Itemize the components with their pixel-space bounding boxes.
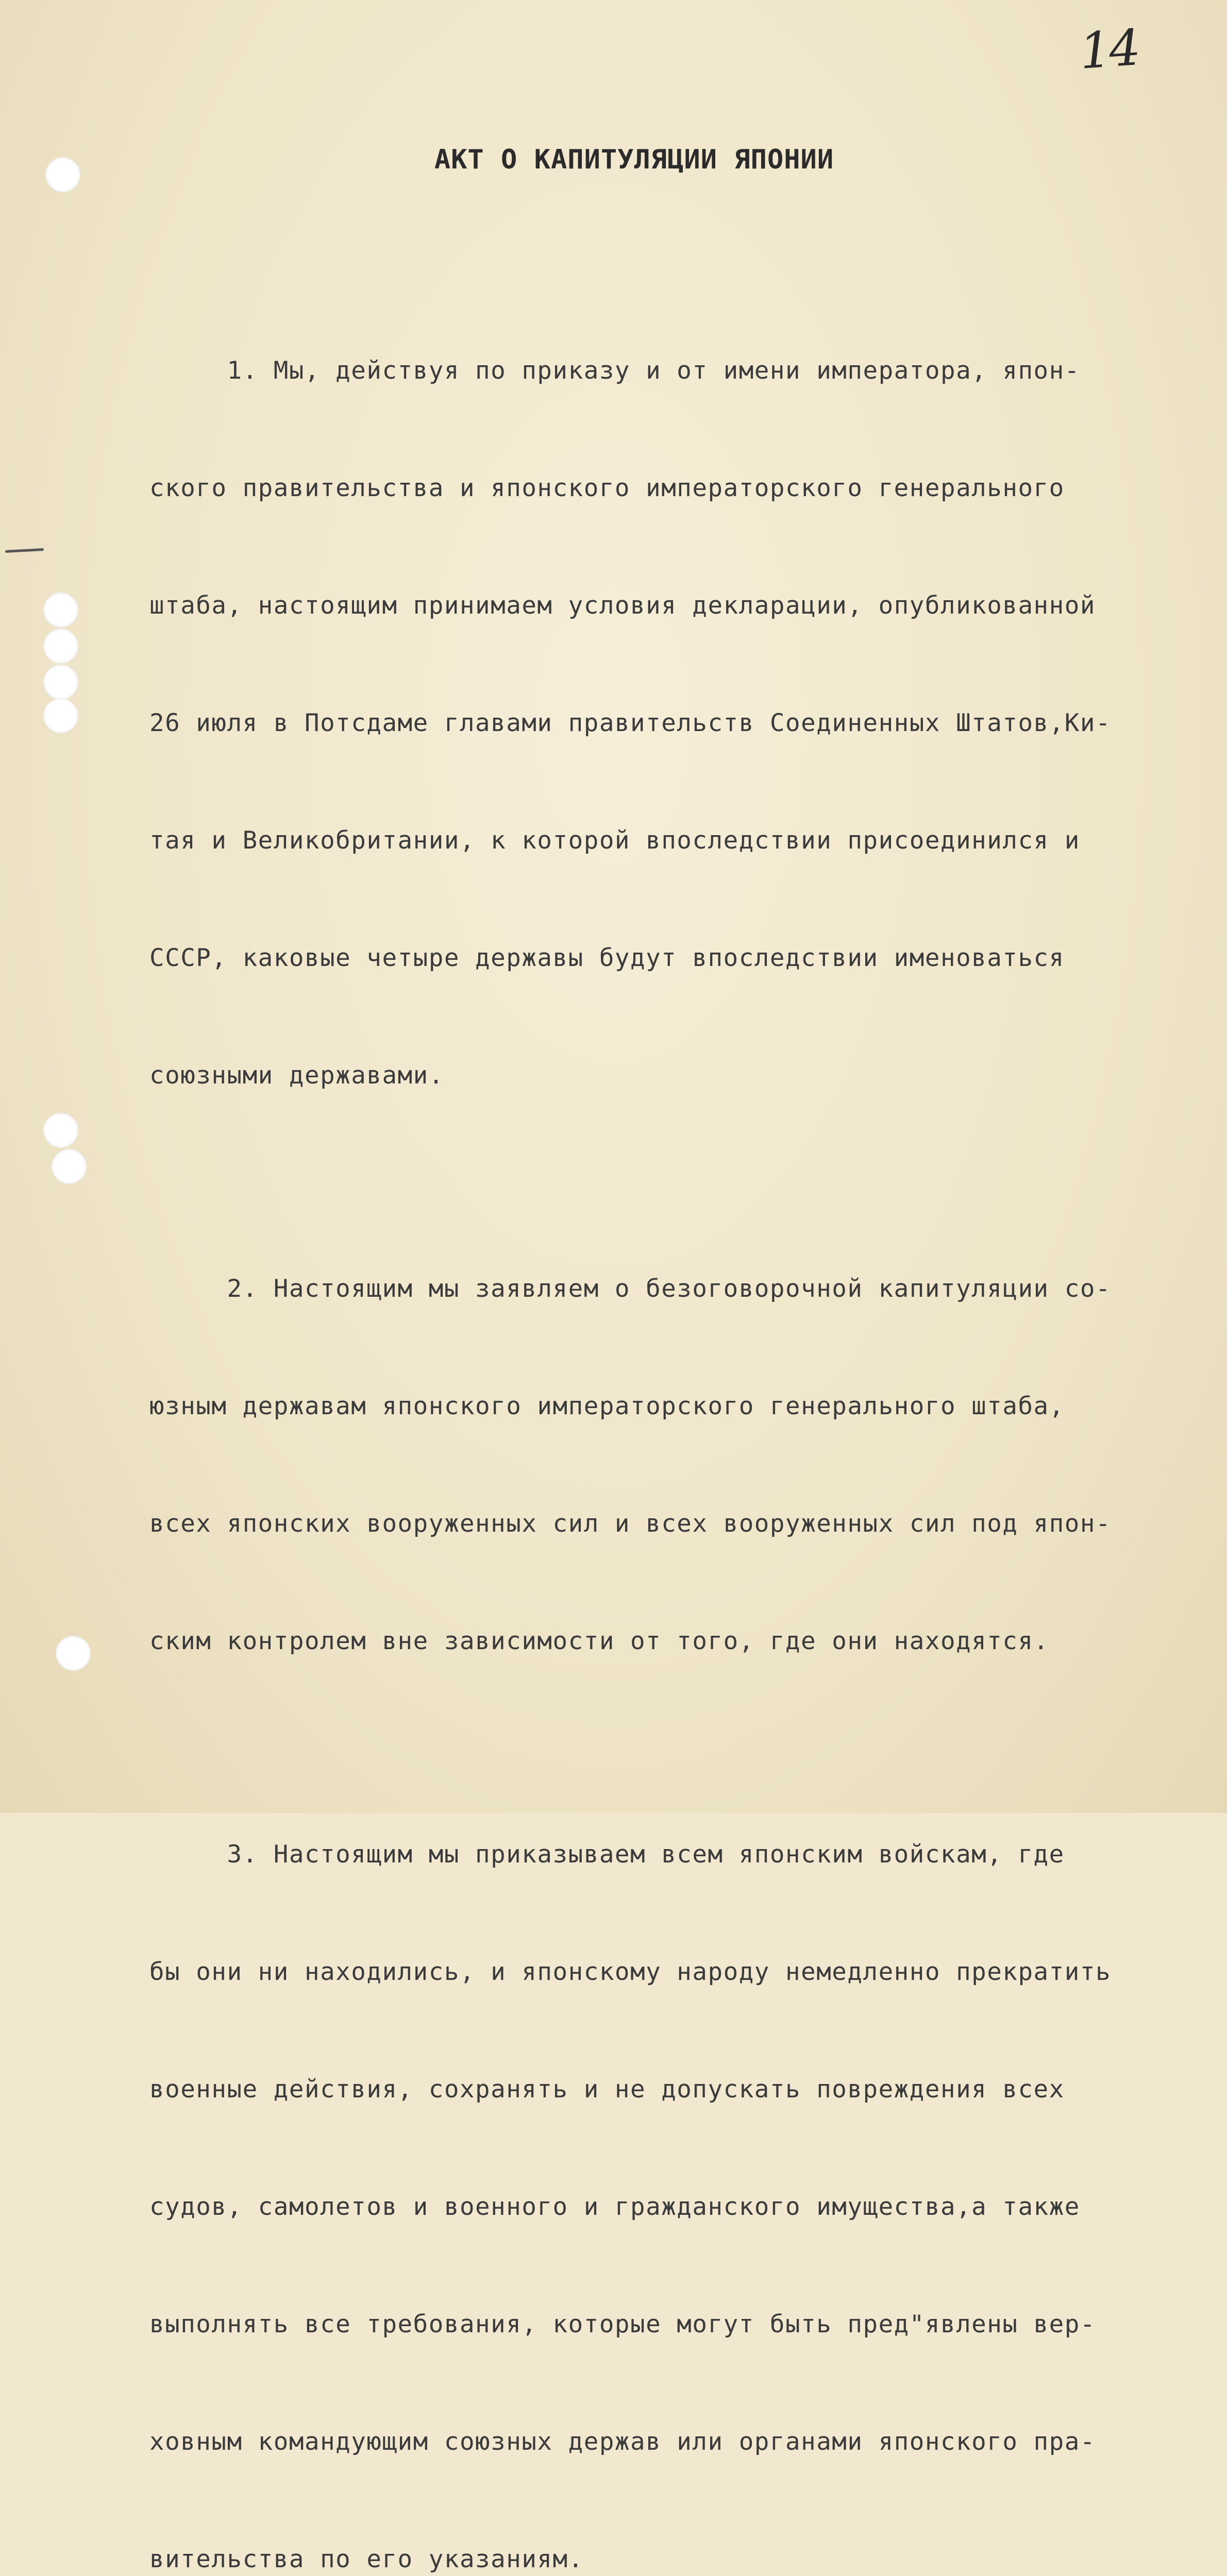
- text-line: союзными державами.: [149, 1061, 444, 1090]
- text-line: бы они ни находились, и японскому народу немедленно прекратить: [149, 1958, 1112, 1986]
- text-line: ховным командующим союзных держав или органами японского пра-: [149, 2428, 1096, 2456]
- text-line: 3. Настоящим мы приказываем всем японским войскам, где: [149, 1840, 1065, 1869]
- paragraph-1: [149, 273, 1221, 1174]
- text-line: всех японских вооруженных сил и всех вооруженных сил под япон-: [149, 1510, 1112, 1538]
- text-line: тая и Великобритании, к которой впоследствии присоединился и: [149, 826, 1080, 855]
- document-body: [149, 273, 1221, 2576]
- punch-hole: [43, 1113, 78, 1148]
- punch-hole: [52, 1149, 87, 1184]
- punch-hole: [43, 665, 78, 700]
- text-line: судов, самолетов и военного и гражданского имущества,а также: [149, 2193, 1080, 2221]
- text-line: выполнять все требования, которые могут быть пред"явлены вер-: [149, 2310, 1096, 2338]
- text-line: ским контролем вне зависимости от того, где они находятся.: [149, 1627, 1049, 1655]
- document-title: АКТ О КАПИТУЛЯЦИИ ЯПОНИИ: [434, 144, 834, 175]
- paragraph-2: [149, 1191, 1221, 1739]
- punch-hole: [43, 629, 78, 664]
- text-line: военные действия, сохранять и не допускать повреждения всех: [149, 2075, 1065, 2104]
- punch-hole: [43, 592, 78, 628]
- text-line: юзным державам японского императорского генерального штаба,: [149, 1392, 1065, 1420]
- text-line: ского правительства и японского императорского генерального: [149, 474, 1065, 502]
- text-line: вительства по его указаниям.: [149, 2545, 584, 2573]
- punch-hole: [43, 698, 78, 733]
- punch-hole: [56, 1636, 91, 1671]
- paragraph-3: [149, 1757, 1221, 2576]
- text-line: 26 июля в Потсдаме главами правительств Соединенных Штатов,Ки-: [149, 709, 1112, 737]
- text-line: 2. Настоящим мы заявляем о безоговорочной капитуляции со-: [149, 1275, 1112, 1303]
- page-number: 14: [1078, 19, 1140, 80]
- text-line: СССР, каковые четыре державы будут впоследствии именоваться: [149, 944, 1065, 972]
- text-line: штаба, настоящим принимаем условия декларации, опубликованной: [149, 591, 1096, 620]
- text-line: 1. Мы, действуя по приказу и от имени императора, япон-: [149, 357, 1080, 385]
